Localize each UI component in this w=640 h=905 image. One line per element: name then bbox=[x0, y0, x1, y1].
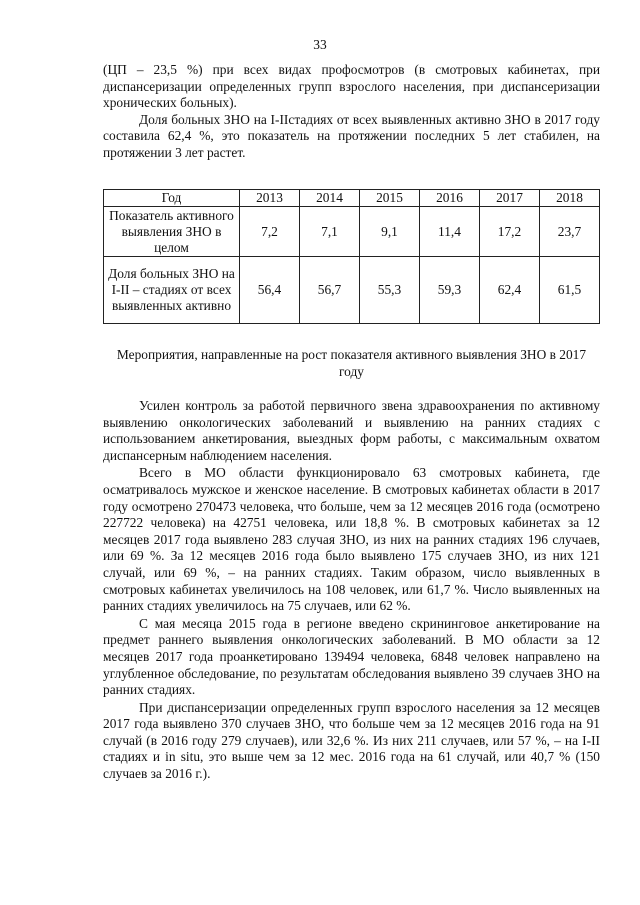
paragraph: Доля больных ЗНО на I-IIстадиях от всех выявленных активно ЗНО в 2017 году составила 62,4 %, это показатель на протяжении последних 5 лет стабилен, на протяжении 3 лет растет. bbox=[103, 111, 600, 160]
table-cell: 17,2 bbox=[480, 207, 540, 257]
page-number: 33 bbox=[313, 37, 327, 52]
table-header-cell: Год bbox=[104, 190, 240, 207]
table-header-cell: 2013 bbox=[240, 190, 300, 207]
paragraph: Всего в МО области функционировало 63 смотровых кабинета, где осматривалось мужское и женское население. В смотровых кабинетах области в 2017 году осмотрено 270473 человека, что больше, чем за 12 месяцев 2016 года (осмотрено 227722 человека) на 42751 человека, или 18,8 %. В смотровых кабинетах за 12 месяцев 2017 года выявлено 283 случая ЗНО, из них на ранних стадиях 196 случаев, или 69 %. За 12 месяцев 2016 года было выявлено 175 случаев ЗНО, из них 121 случай, или 69 %, – на ранних стадиях. Таким образом, число выявленных в смотровых кабинетах увеличилось на 108 человек, или 61,7 %. Число выявленных на ранних стадиях увеличилось на 75 случаев, или 62 %. bbox=[103, 465, 600, 614]
intro-text bbox=[103, 62, 600, 162]
table-cell: 7,1 bbox=[300, 207, 360, 257]
section-heading: Мероприятия, направленные на рост показателя активного выявления ЗНО в 2017 году bbox=[116, 347, 587, 379]
table-cell: 55,3 bbox=[360, 257, 420, 324]
paragraph: При диспансеризации определенных групп взрослого населения за 12 месяцев 2017 года выявлено 370 случаев ЗНО, что больше чем за 12 месяцев 2016 года на 91 случай (в 2016 году 279 случаев), или 32,6 %. Из них 211 случаев, или 57 %, – на I-II стадиях и in situ, это выше чем за 12 мес. 2016 года на 61 случай, или 40,7 % (150 случаев за 2016 г.). bbox=[103, 699, 600, 782]
paragraph: (ЦП – 23,5 %) при всех видах профосмотров (в смотровых кабинетах, при диспансеризации определенных групп взрослого населения, при диспансеризации хронических больных). bbox=[103, 62, 600, 111]
table-row-label: Доля больных ЗНО на I-II – стадиях от всех выявленных активно bbox=[104, 257, 240, 324]
table-row bbox=[104, 207, 600, 257]
table-header-row bbox=[104, 190, 600, 207]
table-cell: 56,7 bbox=[300, 257, 360, 324]
table-header-cell: 2016 bbox=[420, 190, 480, 207]
table-cell: 56,4 bbox=[240, 257, 300, 324]
table-header-cell: 2018 bbox=[540, 190, 600, 207]
table-cell: 9,1 bbox=[360, 207, 420, 257]
table-cell: 23,7 bbox=[540, 207, 600, 257]
table-cell: 7,2 bbox=[240, 207, 300, 257]
table-header-cell: 2017 bbox=[480, 190, 540, 207]
main-text bbox=[103, 398, 600, 784]
table-row-label: Показатель активного выявления ЗНО в целом bbox=[104, 207, 240, 257]
paragraph: С мая месяца 2015 года в регионе введено скрининговое анкетирование на предмет раннего выявления онкологических заболеваний. В МО области за 12 месяцев 2017 года проанкетировано 139494 человека, 6848 человек направлено на углубленное обследование, по результатам обследования выявлено 39 случаев ЗНО на ранних стадиях. bbox=[103, 615, 600, 698]
table-header-cell: 2014 bbox=[300, 190, 360, 207]
table-row bbox=[104, 257, 600, 324]
paragraph: Усилен контроль за работой первичного звена здравоохранения по активному выявлению онкологических заболеваний и выявлению на ранних стадиях с использованием анкетирования, выездных форм работы, с максимальным охватом диспансерным наблюдением населения. bbox=[103, 398, 600, 463]
table-header-cell: 2015 bbox=[360, 190, 420, 207]
table-cell: 59,3 bbox=[420, 257, 480, 324]
table-cell: 61,5 bbox=[540, 257, 600, 324]
statistics-table bbox=[103, 189, 600, 324]
table-cell: 11,4 bbox=[420, 207, 480, 257]
table-cell: 62,4 bbox=[480, 257, 540, 324]
